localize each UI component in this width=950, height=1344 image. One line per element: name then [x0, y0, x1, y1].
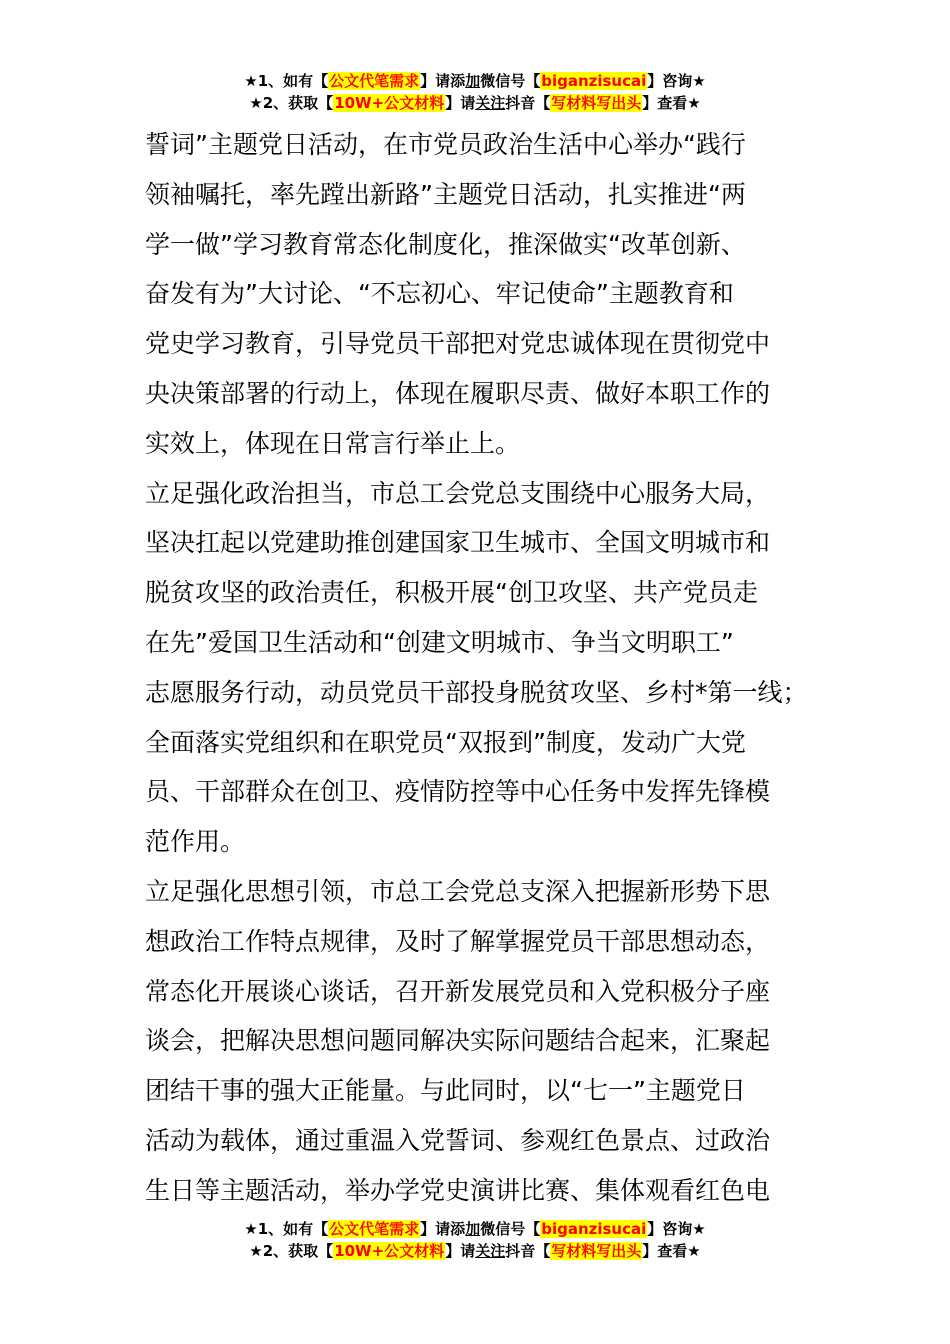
text-line: 脱贫攻坚的政治责任，积极开展“创卫攻坚、共产党员走: [145, 578, 758, 608]
text-line: 志愿服务行动，动员党员干部投身脱贫攻坚、乡村*第一线；: [145, 677, 808, 707]
highlight-materials: 10W+公文材料: [334, 94, 445, 112]
text-line: 员、干部群众在创卫、疫情防控等中心任务中发挥先锋模: [145, 777, 771, 807]
banner-line-1: ★1、如有【公文代笔需求】请添加微信号【biganzisucai】咨询★: [244, 1220, 706, 1238]
document-body: [145, 120, 835, 1216]
text-line: 团结干事的强大正能量。与此同时，以“七一”主题党日: [145, 1076, 746, 1106]
text-line: 范作用。: [145, 827, 246, 857]
text-line: 领袖嘱托，率先蹚出新路”主题党日活动，扎实推进“两: [145, 179, 746, 209]
highlight-douyin-account: 写材料写出头: [551, 1242, 642, 1260]
highlight-service: 公文代笔需求: [329, 1220, 420, 1238]
text-line: 生日等主题活动，举办学党史演讲比赛、集体观看红色电: [145, 1175, 771, 1205]
text-line: 全面落实党组织和在职党员“双报到”制度，发动广大党: [145, 727, 746, 757]
highlight-wechat-id: biganzisucai: [541, 1220, 647, 1238]
text-line: 在先”爱国卫生活动和“创建文明城市、争当文明职工”: [145, 627, 734, 657]
text-line: 学一做”学习教育常态化制度化，推深做实“改革创新、: [145, 229, 746, 259]
text-line: 谈会，把解决思想问题同解决实际问题结合起来，汇聚起: [145, 1026, 771, 1056]
paragraph-3: [145, 867, 835, 1216]
text-line: 立足强化思想引领，市总工会党总支深入把握新形势下思: [145, 876, 771, 906]
highlight-wechat-id: biganzisucai: [541, 72, 647, 90]
text-line: 活动为载体，通过重温入党誓词、参观红色景点、过政治: [145, 1125, 771, 1155]
text-line: 立足强化政治担当，市总工会党总支围绕中心服务大局，: [145, 478, 771, 508]
text-line: 央决策部署的行动上，体现在履职尽责、做好本职工作的: [145, 378, 771, 408]
text-line: 奋发有为”大讨论、“不忘初心、牢记使命”主题教育和: [145, 279, 734, 309]
header-banner: [0, 70, 950, 114]
banner-line-2: ★2、获取【10W+公文材料】请关注抖音【写材料写出头】查看★: [249, 94, 701, 112]
paragraph-1: [145, 120, 835, 469]
text-line: 实效上，体现在日常言行举止上。: [145, 428, 521, 458]
footer-banner: [0, 1218, 950, 1262]
text-line: 坚决扛起以党建助推创建国家卫生城市、全国文明城市和: [145, 528, 771, 558]
text-line: 誓词”主题党日活动，在市党员政治生活中心举办“践行: [145, 130, 746, 159]
paragraph-2: [145, 469, 835, 867]
banner-line-1: ★1、如有【公文代笔需求】请添加微信号【biganzisucai】咨询★: [244, 72, 706, 90]
banner-line-2: ★2、获取【10W+公文材料】请关注抖音【写材料写出头】查看★: [249, 1242, 701, 1260]
highlight-service: 公文代笔需求: [329, 72, 420, 90]
highlight-materials: 10W+公文材料: [334, 1242, 445, 1260]
text-line: 常态化开展谈心谈话，召开新发展党员和入党积极分子座: [145, 976, 771, 1006]
highlight-douyin-account: 写材料写出头: [551, 94, 642, 112]
text-line: 党史学习教育，引导党员干部把对党忠诚体现在贯彻党中: [145, 329, 771, 359]
text-line: 想政治工作特点规律，及时了解掌握党员干部思想动态，: [145, 926, 771, 956]
